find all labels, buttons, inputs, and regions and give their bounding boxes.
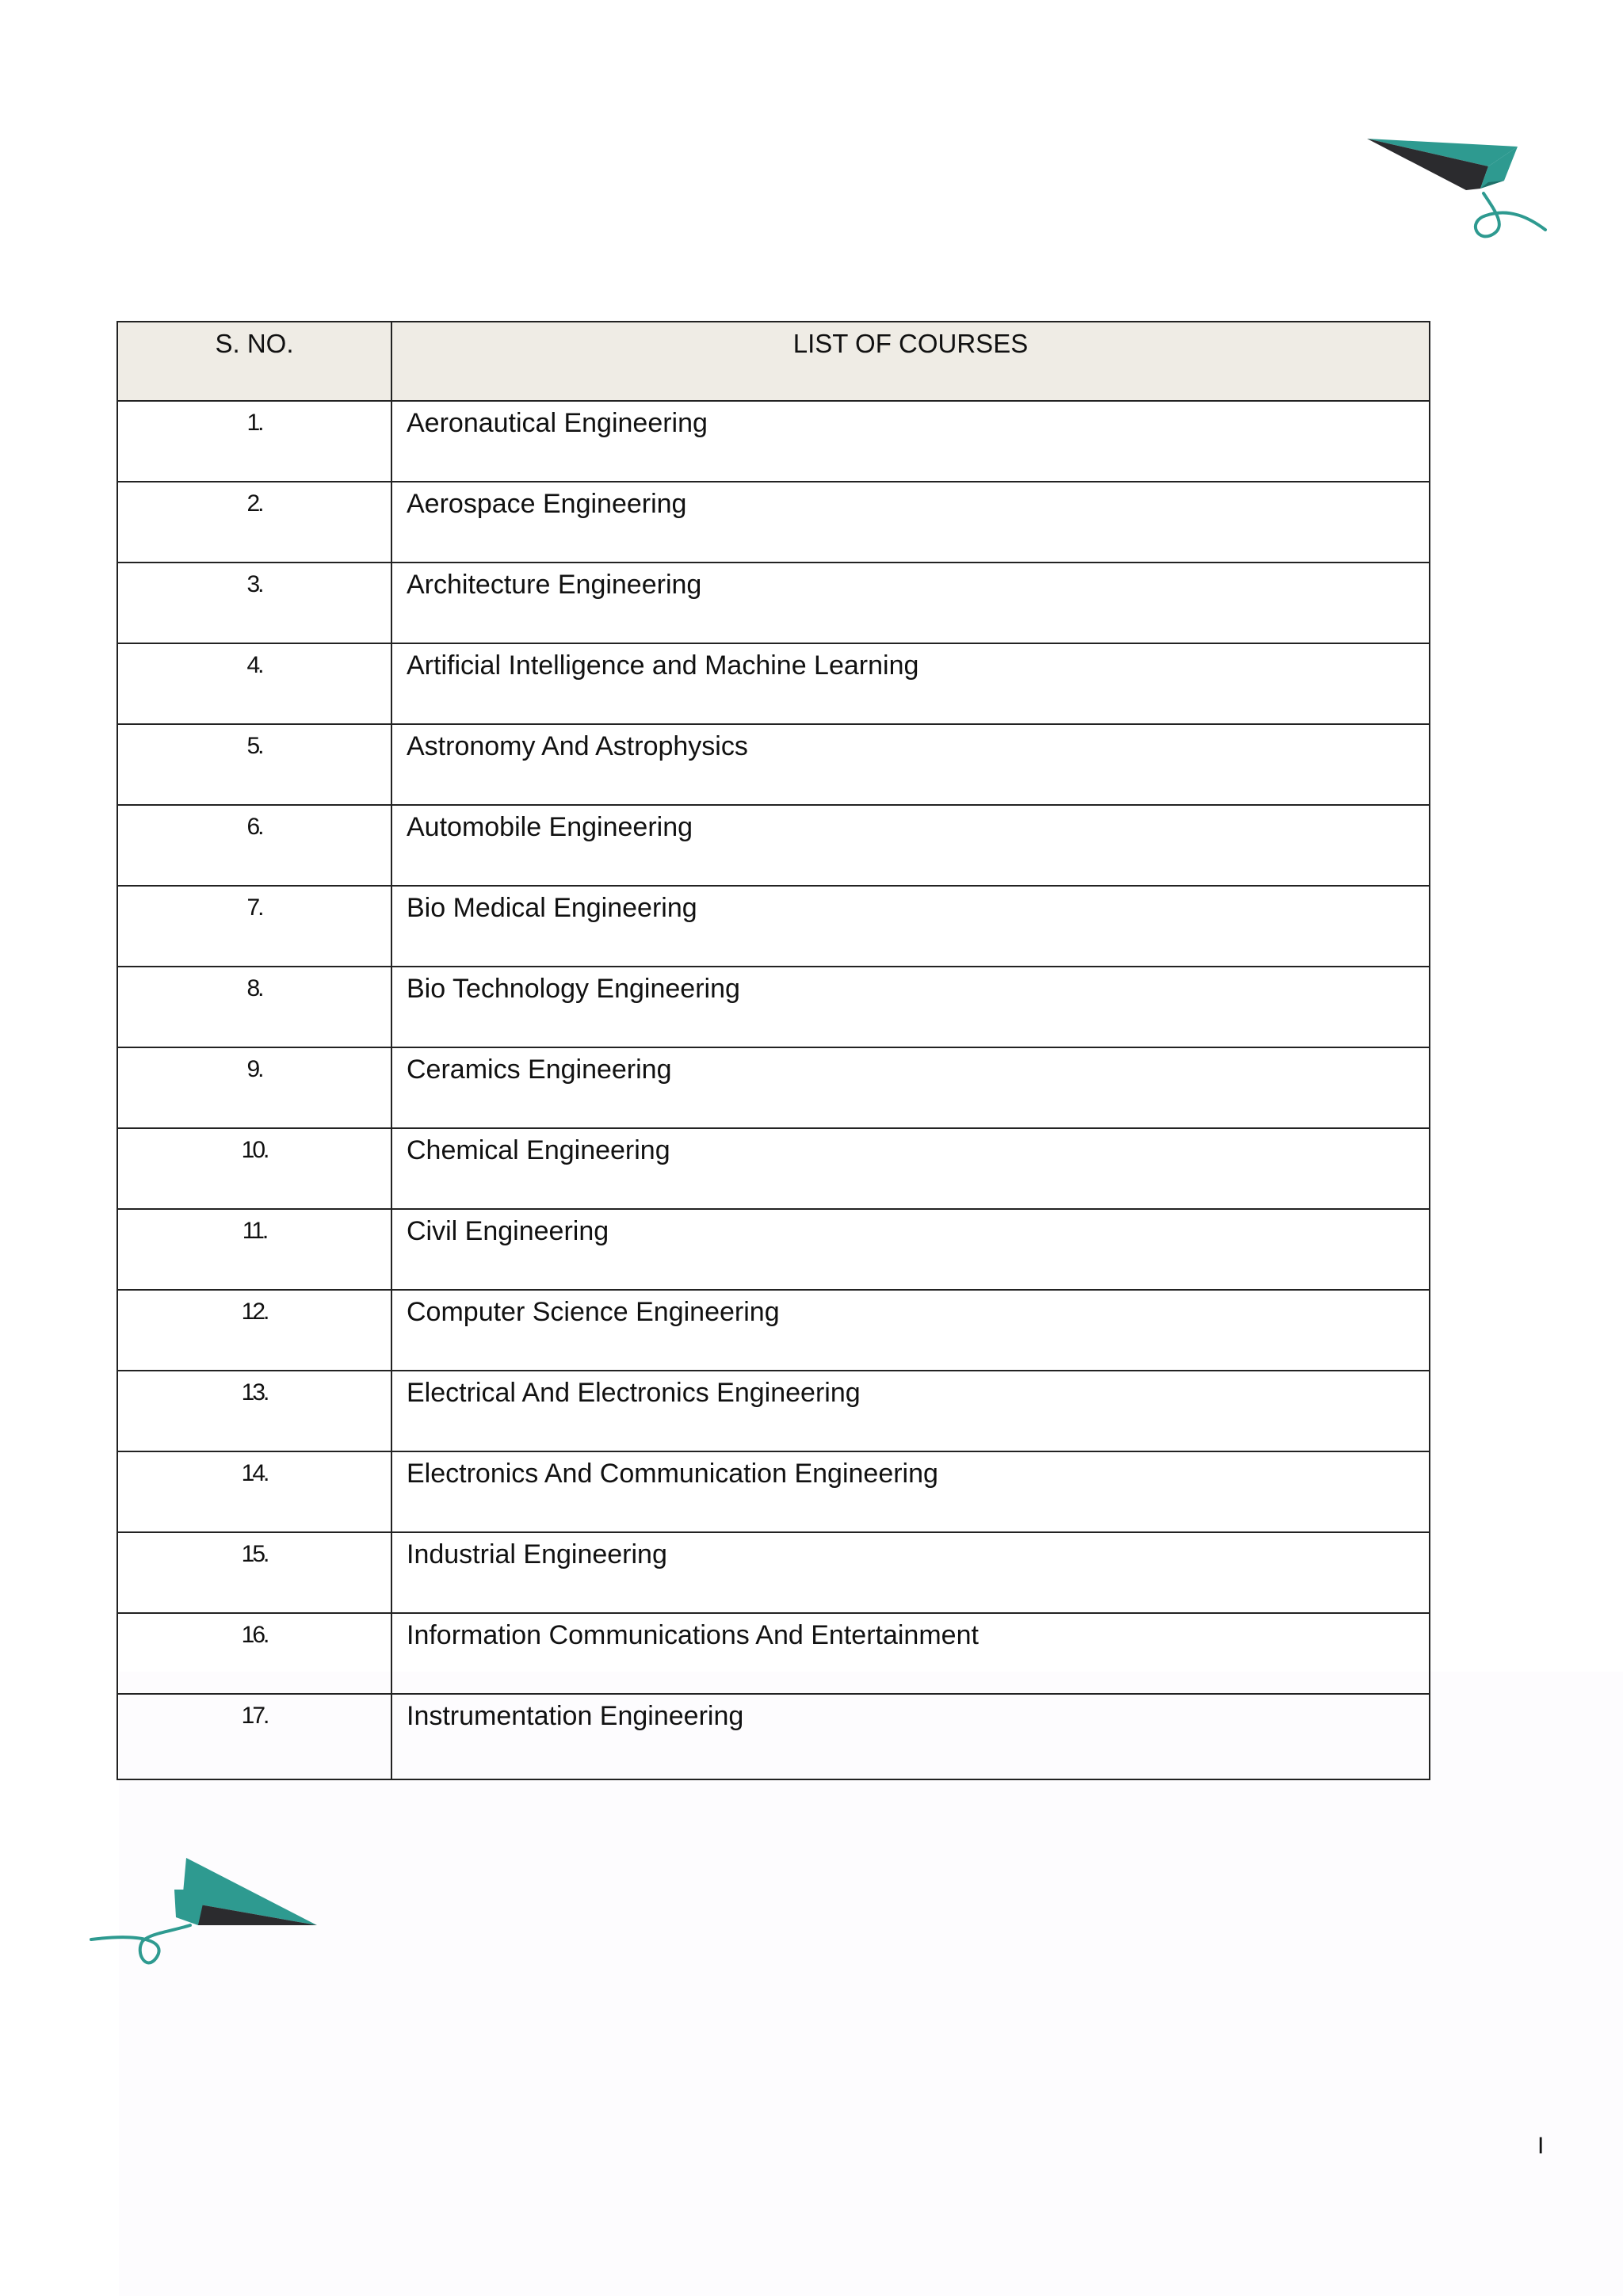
course-name-cell: Architecture Engineering [391, 563, 1430, 643]
course-name-cell: Aeronautical Engineering [391, 401, 1430, 482]
course-name-cell: Ceramics Engineering [391, 1047, 1430, 1128]
table-row [117, 724, 1430, 805]
serial-number-cell: 17. [117, 1694, 391, 1779]
serial-number-cell: 4. [117, 643, 391, 724]
table-header-row [117, 322, 1430, 401]
course-name-cell: Electronics And Communication Engineering [391, 1451, 1430, 1532]
courses-table [116, 321, 1430, 1780]
course-name-cell: Computer Science Engineering [391, 1290, 1430, 1371]
page-number: I [1537, 2133, 1545, 2159]
paper-plane-icon [1347, 119, 1561, 277]
course-name-cell: Bio Medical Engineering [391, 886, 1430, 967]
course-name-cell: Aerospace Engineering [391, 482, 1430, 563]
serial-number-cell: 3. [117, 563, 391, 643]
serial-number-cell: 2. [117, 482, 391, 563]
table-row [117, 401, 1430, 482]
serial-number-cell: 14. [117, 1451, 391, 1532]
serial-number-cell: 1. [117, 401, 391, 482]
serial-number-cell: 12. [117, 1290, 391, 1371]
course-name-cell: Chemical Engineering [391, 1128, 1430, 1209]
table-row [117, 1532, 1430, 1613]
course-name-cell: Artificial Intelligence and Machine Learning [391, 643, 1430, 724]
course-name-cell: Astronomy And Astrophysics [391, 724, 1430, 805]
course-name-cell: Electrical And Electronics Engineering [391, 1371, 1430, 1451]
serial-number-cell: 6. [117, 805, 391, 886]
serial-number-cell: 16. [117, 1613, 391, 1694]
table-row [117, 1451, 1430, 1532]
course-name-cell: Bio Technology Engineering [391, 967, 1430, 1047]
serial-number-cell: 8. [117, 967, 391, 1047]
table-row [117, 1290, 1430, 1371]
serial-number-cell: 15. [117, 1532, 391, 1613]
table-row [117, 886, 1430, 967]
course-name-cell: Information Communications And Entertainment [391, 1613, 1430, 1694]
table-row [117, 1613, 1430, 1694]
table-row [117, 563, 1430, 643]
table-row [117, 1209, 1430, 1290]
sno-column-header: S. NO. [117, 322, 391, 401]
course-name-cell: Civil Engineering [391, 1209, 1430, 1290]
table-row [117, 482, 1430, 563]
courses-column-header: LIST OF COURSES [391, 322, 1430, 401]
course-name-cell: Industrial Engineering [391, 1532, 1430, 1613]
serial-number-cell: 11. [117, 1209, 391, 1290]
paper-plane-icon [79, 1814, 349, 2004]
table-row [117, 1371, 1430, 1451]
course-name-cell: Instrumentation Engineering [391, 1694, 1430, 1779]
serial-number-cell: 13. [117, 1371, 391, 1451]
table-row [117, 1047, 1430, 1128]
table-row [117, 643, 1430, 724]
course-name-cell: Automobile Engineering [391, 805, 1430, 886]
serial-number-cell: 9. [117, 1047, 391, 1128]
serial-number-cell: 7. [117, 886, 391, 967]
table-row [117, 967, 1430, 1047]
serial-number-cell: 5. [117, 724, 391, 805]
table-row [117, 1128, 1430, 1209]
serial-number-cell: 10. [117, 1128, 391, 1209]
table-row [117, 805, 1430, 886]
table-row [117, 1694, 1430, 1779]
